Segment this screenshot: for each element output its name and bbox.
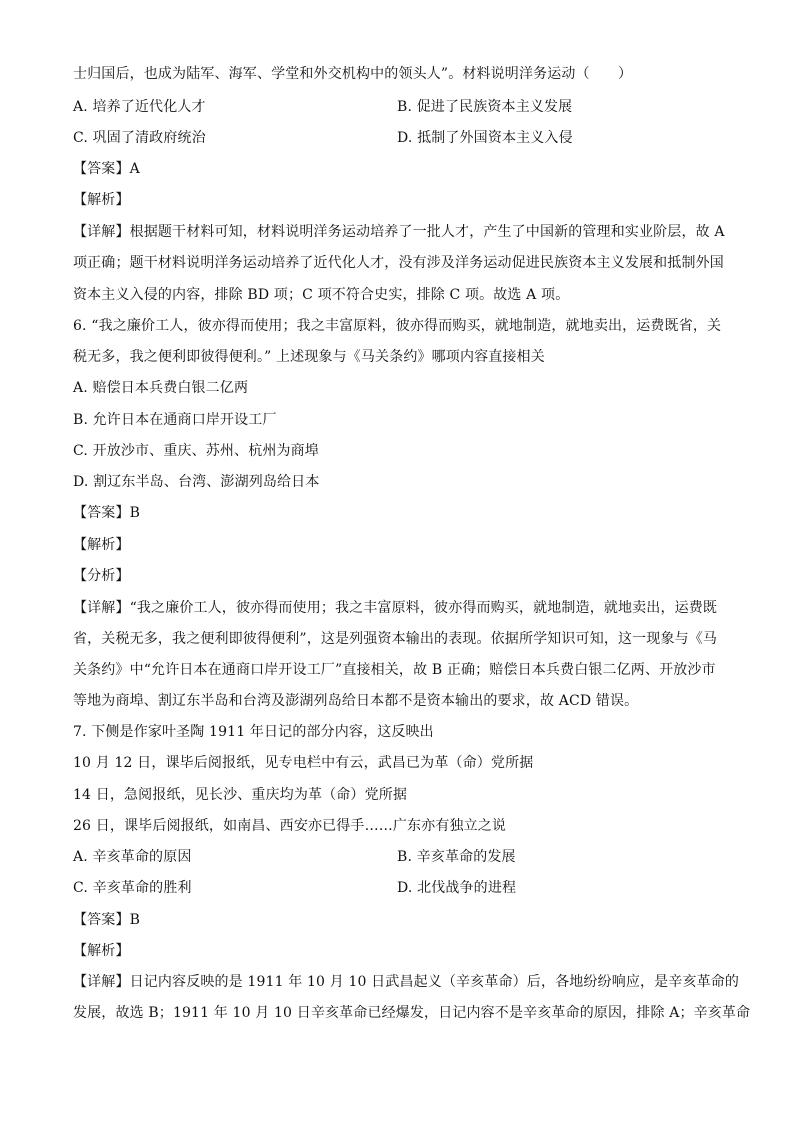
analysis-label: 【解析】 [73,192,130,208]
option-a: A. 培养了近代化人才 [73,99,206,115]
explanation-line: 省，关税无多，我之便利即彼得便利”，这是列强资本输出的表现。依据所学知识可知，这一现象与《马 [73,631,718,647]
option-a: A. 辛亥革命的原因 [73,849,192,865]
option-b: B. 辛亥革命的发展 [397,849,516,865]
question-7-stem: 7. 下侧是作家叶圣陶 1911 年日记的部分内容，这反映出 [73,724,434,740]
option-d: D. 抵制了外国资本主义入侵 [397,130,573,146]
analysis-label: 【解析】 [73,537,130,553]
answer-label: 【答案】B [73,505,141,521]
option-d: D. 北伐战争的进程 [397,880,517,896]
option-d: D. 割辽东半岛、台湾、澎湖列岛给日本 [73,474,320,490]
option-c: C. 开放沙市、重庆、苏州、杭州为商埠 [73,443,319,459]
answer-label: 【答案】A [73,161,140,177]
diary-entry: 10 月 12 日，课毕后阅报纸，见专电栏中有云，武昌已为革（命）党所据 [73,755,534,771]
explanation-line: 【详解】根据题干材料可知，材料说明洋务运动培养了一批人才，产生了中国新的管理和实业阶层，故 A [73,224,725,240]
question-5-stem-end: 士归国后，也成为陆军、海军、学堂和外交机构中的领头人”。材料说明洋务运动（ ） [73,66,633,82]
answer-label: 【答案】B [73,912,141,928]
diary-entry: 26 日，课毕后阅报纸，如南昌、西安亦已得手……广东亦有独立之说 [73,818,507,834]
diary-entry: 14 日，急阅报纸，见长沙、重庆均为革（命）党所据 [73,787,408,803]
question-6-stem: 税无多，我之便利即彼得便利。” 上述现象与《马关条约》哪项内容直接相关 [73,349,545,365]
explanation-line: 【详解】日记内容反映的是 1911 年 10 月 10 日武昌起义（辛亥革命）后，各地纷纷响应，是辛亥革命的 [73,974,740,990]
question-6-stem: 6. “我之廉价工人，彼亦得而使用；我之丰富原料，彼亦得而购买，就地制造，就地卖出，运费既省，关 [73,318,722,334]
option-c: C. 辛亥革命的胜利 [73,880,192,896]
analysis-sub-label: 【分析】 [73,568,130,584]
explanation-line: 资本主义入侵的内容，排除 BD 项；C 项不符合史实，排除 C 项。故选 A 项。 [73,287,570,303]
option-a: A. 赔偿日本兵费白银二亿两 [73,380,249,396]
analysis-label: 【解析】 [73,943,130,959]
explanation-line: 【详解】“我之廉价工人，彼亦得而使用；我之丰富原料，彼亦得而购买，就地制造，就地卖出，运费既 [73,600,718,616]
explanation-line: 等地为商埠、割辽东半岛和台湾及澎湖列岛给日本都不是资本输出的要求，故 ACD 错误。 [73,693,639,709]
option-b: B. 促进了民族资本主义发展 [397,99,573,115]
explanation-line: 项正确；题干材料说明洋务运动培养了近代化人才，没有涉及洋务运动促进民族资本主义发展和抵制外国 [73,255,724,271]
option-b: B. 允许日本在通商口岸开设工厂 [73,412,277,428]
option-c: C. 巩固了清政府统治 [73,130,206,146]
explanation-line: 关条约》中“允许日本在通商口岸开设工厂”直接相关，故 B 正确；赔偿日本兵费白银二亿两、开放沙市 [73,662,716,678]
explanation-line: 发展，故选 B；1911 年 10 月 10 日辛亥革命已经爆发，日记内容不是辛亥革命的原因，排除 A；辛亥革命 [73,1005,751,1021]
